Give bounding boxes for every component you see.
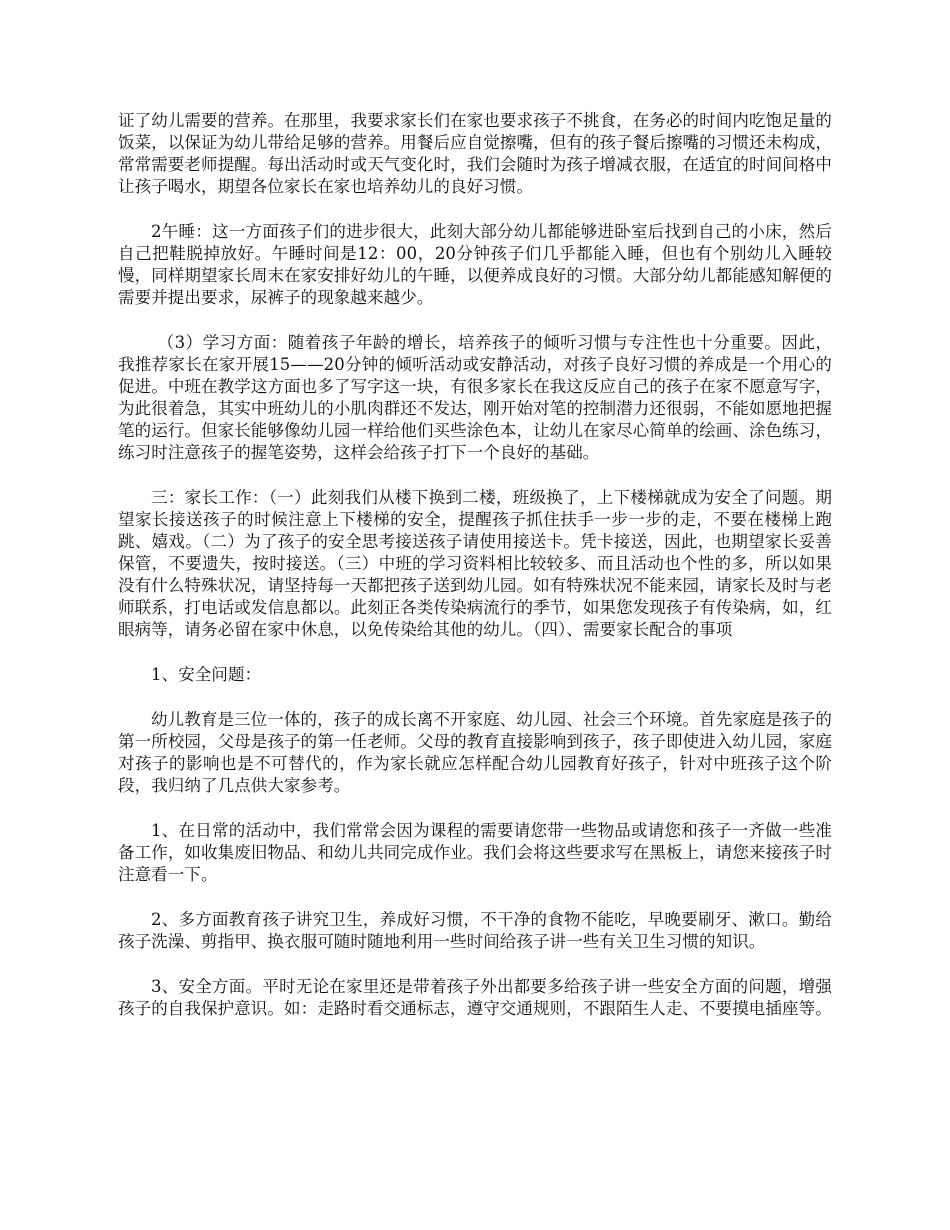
paragraph-education-intro: 幼儿教育是三位一体的，孩子的成长离不开家庭、幼儿园、社会三个环境。首先家庭是孩子的第一所校园，父母是孩子的第一任老师。父母的教育直接影响到孩子，孩子即使进入幼儿园，家庭对孩子的影响也是不可替代的，作为家长就应怎样配合幼儿园教育好孩子，针对中班孩子这个阶段，我归纳了几点供大家参考。 [118, 710, 832, 795]
paragraph-parent-work: 三：家长工作：（一）此刻我们从楼下换到二楼，班级换了，上下楼梯就成为安全了问题。期望家长接送孩子的时候注意上下楼梯的安全，提醒孩子抓住扶手一步一步的走，不要在楼梯上跑跳、嬉戏。（二）为了孩子的安全思考接送孩子请使用接送卡。凭卡接送，因此，也期望家长妥善保管，不要遗失，按时接送。（三）中班的学习资料相比较较多、而且活动也个性的多，所以如果没有什么特殊状况，请坚持每一天都把孩子送到幼儿园。如有特殊状况不能来园，请家长及时与老师联系，打电话或发信息都以。此刻正各类传染病流行的季节，如果您发现孩子有传染病，如，红眼病等，请务必留在家中休息，以免传染给其他的幼儿。（四）、需要家长配合的事项 [118, 488, 832, 639]
paragraph-learning: （3）学习方面：随着孩子年龄的增长，培养孩子的倾听习惯与专注性也十分重要。因此，我推荐家长在家开展15——20分钟的倾听活动或安静活动，对孩子良好习惯的养成是一个用心的促进。中班在教学这方面也多了写字这一块，有很多家长在我这反应自己的孩子在家不愿意写字，为此很着急，其实中班幼儿的小肌肉群还不发达，刚开始对笔的控制潜力还很弱，不能如愿地把握笔的运行。但家长能够像幼儿园一样给他们买些涂色本，让幼儿在家尽心简单的绘画、涂色练习，练习时注意孩子的握笔姿势，这样会给孩子打下一个良好的基础。 [118, 333, 832, 462]
paragraph-point-2: 2、多方面教育孩子讲究卫生，养成好习惯，不干净的食物不能吃，早晚要刷牙、漱口。勤给孩子洗澡、剪指甲、换衣服可随时随地利用一些时间给孩子讲一些有关卫生习惯的知识。 [118, 910, 832, 951]
paragraph-point-1: 1、在日常的活动中，我们常常会因为课程的需要请您带一些物品或请您和孩子一齐做一些准备工作，如收集废旧物品、和幼儿共同完成作业。我们会将这些要求写在黑板上，请您来接孩子时注意看一下。 [118, 821, 832, 884]
paragraph-safety-heading: 1、安全问题： [151, 665, 262, 684]
paragraph-point-3: 3、安全方面。平时无论在家里还是带着孩子外出都要多给孩子讲一些安全方面的问题，增强孩子的自我保护意识。如：走路时看交通标志，遵守交通规则，不跟陌生人走、不要摸电插座等。 [118, 977, 832, 1018]
paragraph-nutrition-continued: 证了幼儿需要的营养。在那里，我要求家长们在家也要求孩子不挑食，在务必的时间内吃饱足量的饭菜，以保证为幼儿带给足够的营养。用餐后应自觉擦嘴，但有的孩子餐后擦嘴的习惯还未构成，常常需要老师提醒。每出活动时或天气变化时，我们会随时为孩子增减衣服，在适宜的时间间格中让孩子喝水，期望各位家长在家也培养幼儿的良好习惯。 [118, 111, 832, 196]
paragraph-nap: 2午睡：这一方面孩子们的进步很大，此刻大部分幼儿都能够进卧室后找到自己的小床，然后自己把鞋脱掉放好。午睡时间是12：00，20分钟孩子们几乎都能入睡，但也有个别幼儿入睡较慢，同样期望家长周末在家安排好幼儿的午睡，以便养成良好的习惯。大部分幼儿都能感知解便的需要并提出要求，尿裤子的现象越来越少。 [118, 222, 832, 307]
